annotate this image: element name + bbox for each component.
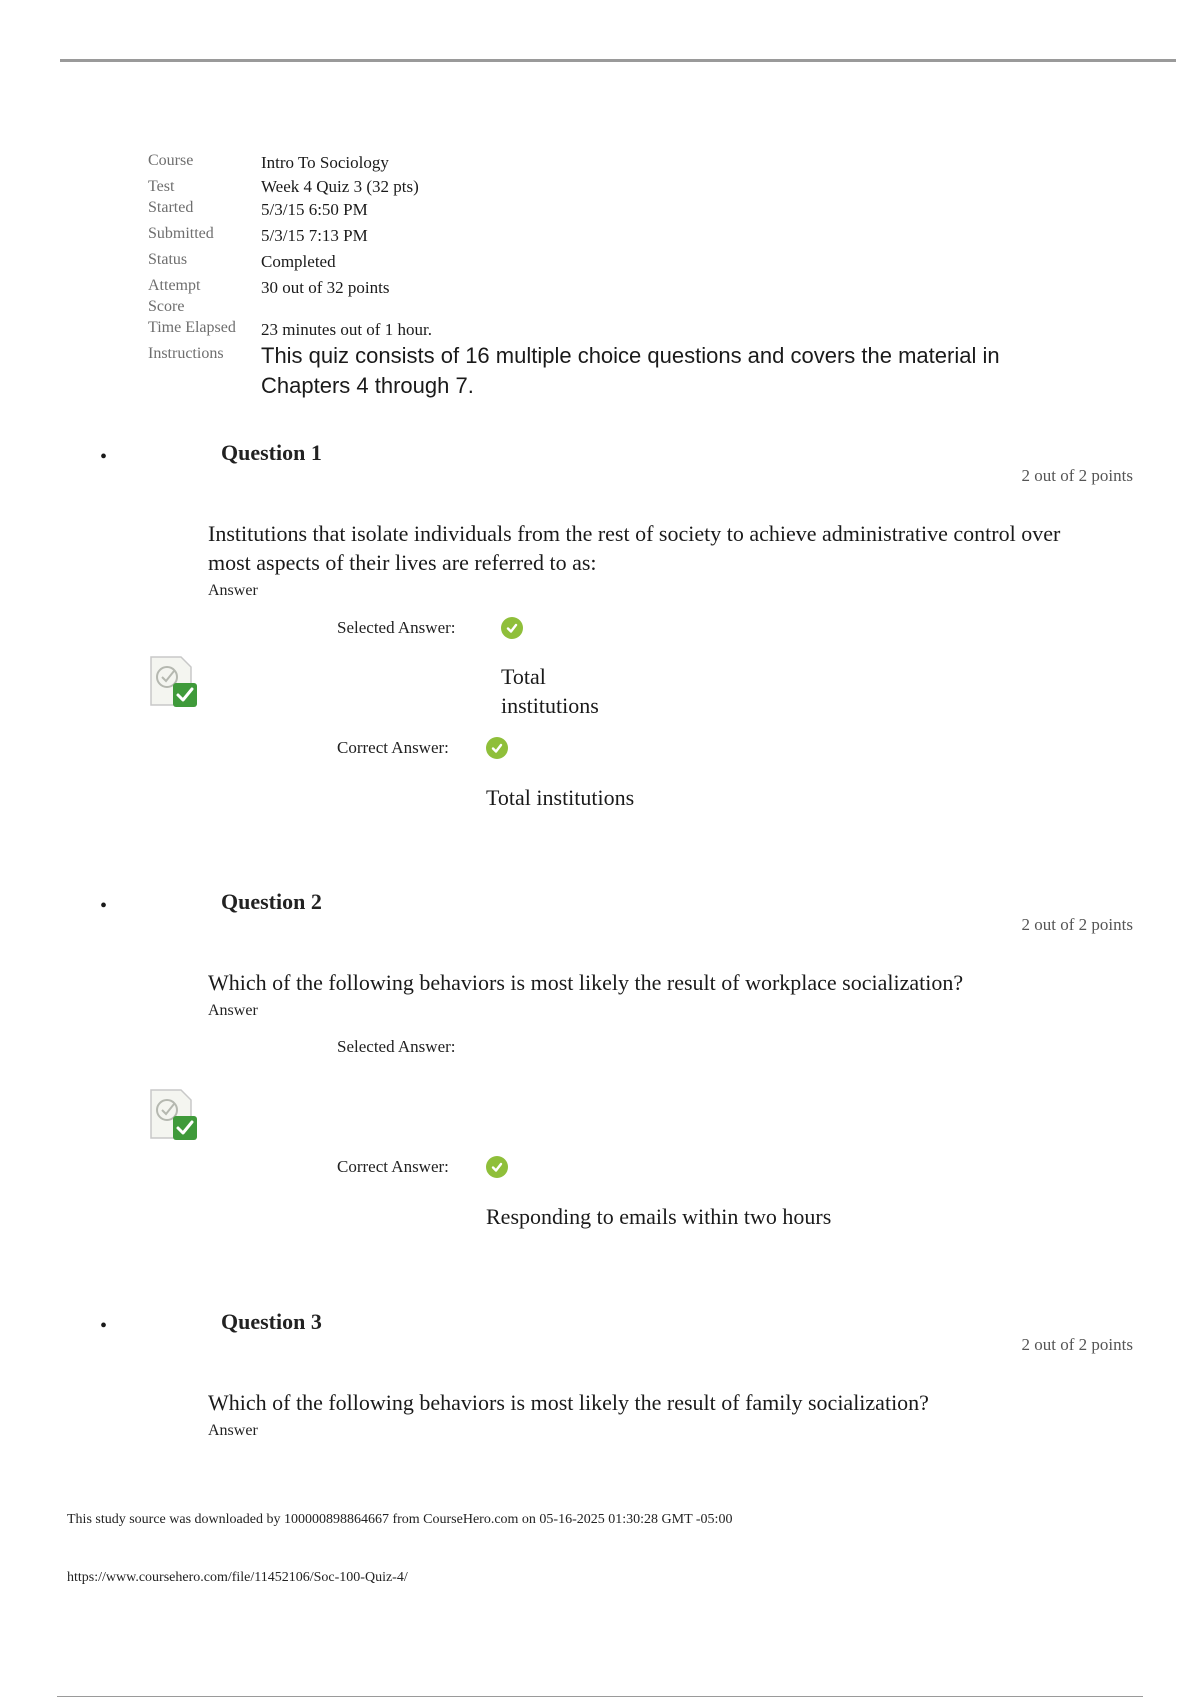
instructions-label: Instructions <box>148 345 224 362</box>
selected-answer-text: Total institutions <box>501 664 599 718</box>
test-details <box>148 150 1098 401</box>
detail-status <box>148 249 1098 275</box>
score-label: Score <box>148 298 185 315</box>
course-value: Intro To Sociology <box>261 153 389 172</box>
selected-answer-label: Selected Answer: <box>337 618 456 637</box>
instructions-value: This quiz consists of 16 multiple choice questions and covers the material in Chapters 4 through 7. <box>261 343 1000 398</box>
correct-answer-text: Total institutions <box>486 785 635 810</box>
test-value: Week 4 Quiz 3 (32 pts) <box>261 177 419 196</box>
submitted-value: 5/3/15 7:13 PM <box>261 226 368 245</box>
selected-answer-label: Selected Answer: <box>337 1037 456 1056</box>
correct-answer-text: Responding to emails within two hours <box>486 1204 832 1229</box>
bullet: • <box>100 895 108 917</box>
elapsed-label: Time Elapsed <box>148 319 236 336</box>
answer-label: Answer <box>208 1422 258 1439</box>
detail-submitted <box>148 223 1098 249</box>
correct-status-icon <box>147 655 201 709</box>
answer-label: Answer <box>208 1002 258 1019</box>
status-label: Status <box>148 251 188 268</box>
detail-course <box>148 150 1098 176</box>
source-url[interactable]: https://www.coursehero.com/file/11452106/Soc-100-Quiz-4/ <box>67 1570 408 1585</box>
elapsed-value: 23 minutes out of 1 hour. <box>261 320 432 339</box>
bottom-divider <box>57 1696 1143 1697</box>
correct-answer-label: Correct Answer: <box>337 1157 449 1176</box>
question-title: Question 2 <box>221 889 322 914</box>
detail-attempt-score <box>148 275 1098 317</box>
question-title: Question 1 <box>221 440 322 465</box>
detail-test <box>148 176 1098 197</box>
answer-label: Answer <box>208 582 258 599</box>
detail-time-elapsed <box>148 317 1098 343</box>
question-text: Which of the following behaviors is most likely the result of workplace socialization? <box>208 970 964 995</box>
source-note: This study source was downloaded by 100000898864667 from CourseHero.com on 05-16-2025 01:30:28 GMT -05:00 <box>67 1512 733 1527</box>
correct-status-icon <box>147 1088 201 1142</box>
correct-answer-label: Correct Answer: <box>337 738 449 757</box>
check-circle-icon <box>486 737 508 759</box>
check-circle-icon <box>501 617 523 639</box>
question-text: Which of the following behaviors is most likely the result of family socialization? <box>208 1390 929 1415</box>
submitted-label: Submitted <box>148 225 214 242</box>
course-label: Course <box>148 152 194 169</box>
detail-instructions <box>148 343 1098 401</box>
attempt-score-value: 30 out of 32 points <box>261 278 390 297</box>
top-divider <box>60 59 1176 62</box>
question-text: Institutions that isolate individuals from the rest of society to achieve administrative control over most aspects of their lives are referred to as: <box>208 521 1061 575</box>
attempt-label: Attempt <box>148 277 201 294</box>
question-points: 2 out of 2 points <box>1021 915 1133 934</box>
bullet: • <box>100 446 108 468</box>
started-label: Started <box>148 199 194 216</box>
test-label: Test <box>148 178 175 195</box>
question-points: 2 out of 2 points <box>1021 1335 1133 1354</box>
detail-started <box>148 197 1098 223</box>
check-circle-icon <box>486 1156 508 1178</box>
question-title: Question 3 <box>221 1309 322 1334</box>
attempt-score-label <box>148 275 261 317</box>
started-value: 5/3/15 6:50 PM <box>261 200 368 219</box>
bullet: • <box>100 1315 108 1337</box>
question-points: 2 out of 2 points <box>1021 466 1133 485</box>
status-value: Completed <box>261 252 336 271</box>
